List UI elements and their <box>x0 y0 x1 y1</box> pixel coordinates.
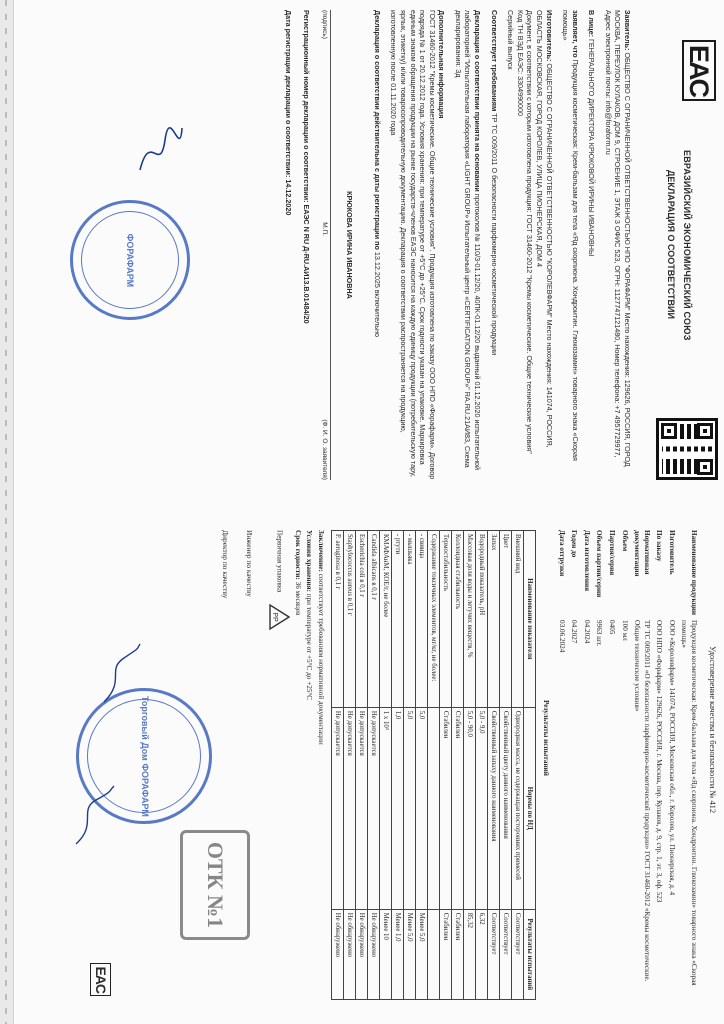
table-cell: Не обнаружено <box>368 909 380 999</box>
fio-caption: (Ф. И. О. заявителя) <box>320 419 328 480</box>
storage-text: при температуре от +5°С до +25°С <box>305 593 314 701</box>
document-text: Документ, в соответствии с которым изготовлена продукция: ГОСТ 31460-2012 "Кремы косметические. Общие технические условия" <box>525 10 535 454</box>
results-header-cell: Наименование показателя <box>524 531 536 708</box>
table-row <box>464 531 476 1000</box>
maker-block: Изготовитель: ОБЩЕСТВО С ОГРАНИЧЕННОЙ ОТВЕТСТВЕННОСТЬЮ "КОРОЛЕВФАРМ" Место нахождения: 141074, РОССИЯ, ОБЛАСТЬ МОСКОВСКАЯ, ГОРОД КОРОЛЕВ, УЛИЦА ПИОНЕРСКАЯ, ДОМ 4 Документ, в соответствии с которым изготовлена продукция: ГОСТ 31460-2012 "Кремы косметические. Общие технические условия" Код ТН ВЭД ЕАЭС: 3304990000 Серийный выпуск <box>506 10 554 454</box>
certificate-row-value: 03.06.2024 <box>557 620 566 653</box>
table-cell: Свойственный запаху данного наименования <box>488 707 500 909</box>
table-cell: Цвет <box>500 531 512 708</box>
conforms-block: Соответствует требованиям ТР ТС 009/2011 О безопасности парфюмерно-косметической продукции <box>489 10 499 356</box>
applicant-block: Заявитель: ОБЩЕСТВО С ОГРАНИЧЕННОЙ ОТВЕТСТВЕННОСТЬЮ НПО "ФОРАФАРМ" Место нахождения: 129626, РОССИЯ, ГОРОД МОСКВА, ПЕРЕУЛОК КУЛАКОВ, ДОМ 9, СТРОЕНИЕ 1, ЭТАЖ 3 ОФИС 523, ОГРН: 1127747121480, Номер телефона: +7 4957729977, Адрес электронной почты: info@foraform.ru <box>603 10 632 467</box>
declaration-body <box>284 10 632 480</box>
table-cell: P. aeruginosa в 0,1 г <box>331 531 343 708</box>
table-cell: Менее 5,0 <box>416 909 428 999</box>
signature-area <box>284 10 354 480</box>
person-text: ГЕНЕРАЛЬНОГО ДИРЕКТОРА КРЮКОВОЙ ИРИНЫ ИВАНОВНЫ <box>587 38 597 257</box>
company-seal-declaration <box>70 200 190 320</box>
otk-text: ОТК №1 <box>203 841 229 929</box>
table-cell: 6,32 <box>476 909 488 999</box>
table-row <box>512 531 524 1000</box>
table-cell: Не допускается <box>343 707 355 909</box>
certificate-row <box>606 530 616 1000</box>
certificate-row-value: 04.2027 <box>570 620 579 644</box>
certificate-row-value: ТР ТС 009/2011 «О безопасности парфюмерно-косметической продукции» ГОСТ 31460-2012 «Кремы косметические. Общие технические условия» <box>633 620 651 982</box>
declaration-header <box>632 0 722 500</box>
table-cell: Свойственный цвету данного наименования <box>500 707 512 909</box>
certificate-row <box>594 530 604 1000</box>
package-code: PP <box>271 612 279 622</box>
results-table-body <box>331 531 524 1000</box>
table-cell: КМАФАнМ, КОЕ/г, не более <box>380 531 392 708</box>
certificate-row-value: ООО «Королевфарм» 141074, РОССИЯ, Московская обл., г. Королев, ул. Пионерская, д. 4 <box>667 620 676 896</box>
certificate-row <box>666 530 676 1000</box>
basis-block: Декларация о соответствии принята на основании протоколов № 110/3-01.12/20, 40ПК-01.12/20 выданный 01.12.2020 испытательной лабораторией "Испытательная лаборатория «LIGHT GROUP» Испытательный центр «CERTIFICATION GROUP»" RA.RU.21AИ83, Схема декларирования: 3д <box>453 10 483 471</box>
certificate-row-key: Дата изготовления <box>582 530 591 592</box>
table-cell: Не допускается <box>356 707 368 909</box>
validity-block: Декларация о соответствии действительна с даты регистрации по 13.12.2025 включительно <box>372 10 382 337</box>
conforms-text: ТР ТС 009/2011 О безопасности парфюмерно-косметической продукции <box>489 113 499 356</box>
table-row <box>428 531 440 1000</box>
claims-block: заявляет, что Продукция косметическая: Крем-бальзам для тела «Яд скорпиона. Хондроитин. Глюкозамин» товарного знака «Скорая помощь» <box>561 10 580 461</box>
table-cell: Однородная масса, не содержащая посторонних примесей <box>512 707 524 909</box>
table-row <box>392 531 404 1000</box>
table-cell: 85,32 <box>464 909 476 999</box>
otk-stamp <box>180 830 250 940</box>
table-cell: Содержание токсичных элементов, мг/кг, не более: <box>428 531 440 708</box>
table-cell: Staphylococcus aureus в 0,1 г <box>343 531 355 708</box>
table-cell: Запах <box>488 531 500 708</box>
certificate-row <box>569 530 579 1000</box>
table-cell: Не обнаружено <box>343 909 355 999</box>
table-cell: Менее 5,0 <box>404 909 416 999</box>
table-row <box>416 531 428 1000</box>
table-cell: Не допускается <box>368 707 380 909</box>
certificate-row-key: По заказу <box>655 530 664 562</box>
certificate-row-value: ООО НПО «Форафарм» 129626, РОССИЯ, г. Москва, пер. Кулаков, д. 9, стр. 1, эт. 3, оф. 523 <box>655 620 664 903</box>
person-block: В лице: ГЕНЕРАЛЬНОГО ДИРЕКТОРА КРЮКОВОЙ ИРИНЫ ИВАНОВНЫ <box>587 10 597 257</box>
table-cell: Стабилен <box>452 909 464 999</box>
certificate-row-key: Партия/серия <box>607 530 616 576</box>
reg-date: 14.12.2020 <box>284 179 294 216</box>
table-row <box>488 531 500 1000</box>
table-cell: Термостабильность <box>440 531 452 708</box>
seal-text-a: ФОРАФАРМ <box>125 233 136 287</box>
certificate-row-value: 04.2024 <box>582 620 591 644</box>
reg-number: ЕАЭС N RU Д-RU.АИ13.В.01484/20 <box>302 204 312 324</box>
certificate-row <box>619 530 629 1000</box>
applicant-text: ОБЩЕСТВО С ОГРАНИЧЕННОЙ ОТВЕТСТВЕННОСТЬЮ НПО "ФОРАФАРМ" Место нахождения: 129626, РОССИЯ, ГОРОД МОСКВА, ПЕРЕУЛОК КУЛАКОВ, ДОМ 9, СТРОЕНИЕ 1, ЭТАЖ 3 ОФИС 523, ОГРН: 1127747121480, Номер телефона: +7 4957729977, Адрес электронной почты: info@foraform.ru <box>603 10 632 467</box>
conclusion-text: соответствует требованиям нормативной документации <box>316 573 325 745</box>
table-cell: Водородный показатель, pH <box>476 531 488 708</box>
table-row <box>404 531 416 1000</box>
extra-block: Дополнительная информация ГОСТ 31460-2012 "Кремы косметические. Общие технические условия". Продукция изготовлена по заказу ООО НПО «Форафарм». Договор подряда № 1 от 20.12.2012 года. Условия хранения: при температуре от +5°С до +25°С. Срок годности указан на упаковке. Маркировка единым знаком обращения продукции на рынке государств-членов ЕАЭС наносится на каждую единицу продукции (потребительскую тару, ярлык, этикетку) и/или товаросопроводительную документацию. Декларация о соответствии распространяется на продукцию, изготовленную после 01.11.2020 года <box>389 10 447 480</box>
reg-number-line: Регистрационный номер декларации о соответствии: ЕАЭС N RU Д-RU.АИ13.В.01484/20 <box>302 10 312 324</box>
table-cell: 5,0 <box>416 707 428 909</box>
table-row <box>356 531 368 1000</box>
signature-scribble-engineer <box>96 640 146 710</box>
certificate-row <box>679 530 698 1000</box>
certificate-row-value: Продукция косметическая: Крем-бальзам для тела «Яд скорпиона. Хондроитин. Глюкозамин» товарного знака «Скорая помощь» <box>680 620 698 986</box>
table-cell: Соответствует <box>512 909 524 999</box>
package-label: Первичная упаковка <box>275 530 284 593</box>
table-cell: - свинца <box>416 531 428 708</box>
results-header-cell: Нормы по НД <box>524 707 536 909</box>
table-cell: Коллоидная стабильность <box>452 531 464 708</box>
table-row <box>331 531 343 1000</box>
certificate-row-key: Нормативная документация <box>633 530 651 577</box>
table-cell: Соответствует <box>488 909 500 999</box>
certificate-row <box>581 530 591 1000</box>
certificate-row <box>632 530 651 1000</box>
sign-caption: (подпись) <box>320 10 328 39</box>
certificate-row <box>556 530 566 1000</box>
certificate-footer: Заключение: соответствует требованиям нормативной документации Условия хранения: при температуре от +5°С до +25°С Срок годности: 36 месяцев Первичная упаковка PP <box>268 530 325 1000</box>
table-cell: - мышьяка <box>404 531 416 708</box>
signer-name: КРЮКОВА ИРИНА ИВАНОВНА <box>345 191 355 299</box>
valid-to-text: 13.12.2025 включительно <box>372 251 382 337</box>
table-cell: Стабилен <box>440 909 452 999</box>
table-row <box>452 531 464 1000</box>
results-table <box>331 530 537 1000</box>
reg-date-line: Дата регистрации декларации о соответствии: 14.12.2020 <box>284 10 294 216</box>
table-cell: Менее 10 <box>380 909 392 999</box>
results-title: Результаты испытаний <box>542 700 551 776</box>
certificate-rows <box>556 530 698 1000</box>
table-cell: 1,0 <box>392 707 404 909</box>
certificate-row-value: 0405 <box>607 620 616 635</box>
table-cell: 5,0 - 90,0 <box>464 707 476 909</box>
union-title: ЕВРАЗИЙСКИЙ ЭКОНОМИЧЕСКИЙ СОЮЗ <box>682 150 692 341</box>
table-cell: Менее 1,0 <box>392 909 404 999</box>
qr-code-icon <box>656 418 718 480</box>
extra-text: ГОСТ 31460-2012 "Кремы косметические. Общие технические условия". Продукция изготовлена по заказу ООО НПО «Форафарм». Договор подряда № 1 от 20.12.2012 года. Условия хранения: при температуре от +5°С до +25°С. Срок годности указан на упаковке. Маркировка единым знаком обращения продукции на рынке государств-членов ЕАЭС наносится на каждую единицу продукции (потребительскую тару, ярлык, этикетку) и/или товаросопроводительную документацию. Декларация о соответствии распространяется на продукцию, изготовленную после 01.11.2020 года <box>389 10 437 480</box>
table-row <box>343 531 355 1000</box>
certificate-row-key: Изготовитель <box>667 530 676 575</box>
table-cell: Стабилен <box>452 707 464 909</box>
table-cell: Соответствует <box>500 909 512 999</box>
code-text: Код ТН ВЭД ЕАЭС: 3304990000 <box>515 10 525 117</box>
table-cell: Стабилен <box>440 707 452 909</box>
certificate-title: Удостоверение качества и безопасности № 412 <box>708 646 717 814</box>
signer-quality-director: Директор по качеству <box>221 530 231 599</box>
eac-logo: EAC <box>682 40 716 101</box>
table-cell: 5,0 <box>404 707 416 909</box>
table-row <box>368 531 380 1000</box>
table-cell: Не допускается <box>331 707 343 909</box>
table-cell <box>428 707 440 909</box>
recycle-icon <box>268 602 290 632</box>
results-table-header <box>524 531 536 1000</box>
table-cell: Внешний вид <box>512 531 524 708</box>
eac-small-logo: EAC <box>90 963 111 996</box>
certificate-row-key: Объем <box>620 530 629 552</box>
table-cell: 1 x 10³ <box>380 707 392 909</box>
mp-caption: М.П. <box>320 222 328 236</box>
table-row <box>500 531 512 1000</box>
declaration-title: ДЕКЛАРАЦИЯ О СООТВЕТСТВИИ <box>666 170 676 319</box>
certificate-row-key: Объем партии/серии <box>595 530 604 598</box>
certificate-row-key: Наименование продукции <box>690 530 698 616</box>
certificate-grid <box>207 530 698 1000</box>
certificate-row <box>654 530 664 1000</box>
table-row <box>476 531 488 1000</box>
certificate-row-value: 9963 шт. <box>595 620 604 647</box>
maker-text: ОБЩЕСТВО С ОГРАНИЧЕННОЙ ОТВЕТСТВЕННОСТЬЮ "КОРОЛЕВФАРМ" Место нахождения: 141074, РОССИЯ, ОБЛАСТЬ МОСКОВСКАЯ, ГОРОД КОРОЛЕВ, УЛИЦА ПИОНЕРСКАЯ, ДОМ 4 <box>534 10 554 448</box>
table-cell <box>428 909 440 999</box>
table-row <box>440 531 452 1000</box>
signature-scribble-director <box>70 780 120 850</box>
basis-text: протоколов № 110/3-01.12/20, 40ПК-01.12/20 выданный 01.12.2020 испытательной лабораторией "Испытательная лаборатория «LIGHT GROUP» Испытательный центр «CERTIFICATION GROUP»" RA.RU.21AИ83, Схема декларирования: 3д <box>453 10 483 471</box>
shelf-text: 36 месяцев <box>293 581 302 616</box>
table-cell: - ртути <box>392 531 404 708</box>
seal-text-b: Торговый Дом ФОРАФАРМ <box>139 695 150 817</box>
certificate-row-key: Дата отгрузки <box>557 530 566 577</box>
serial-text: Серийный выпуск <box>506 10 516 70</box>
table-cell: 5,0 - 9,0 <box>476 707 488 909</box>
table-cell: Candida albicans в 0,1 г <box>368 531 380 708</box>
table-cell: Не обнаружено <box>331 909 343 999</box>
certificate-row-value: 100 мл <box>620 620 629 641</box>
table-cell: Массовая доля воды и летучих веществ, % <box>464 531 476 708</box>
signer-quality-engineer: Инженер по качеству <box>245 530 255 597</box>
table-cell: Escherichia coli в 0,1 г <box>356 531 368 708</box>
table-row <box>380 531 392 1000</box>
table-cell: Не обнаружено <box>356 909 368 999</box>
claims-text: Продукция косметическая: Крем-бальзам для тела «Яд скорпиона. Хондроитин. Глюкозамин» товарного знака «Скорая помощь» <box>561 10 580 461</box>
signature-scribble-declaration <box>130 120 190 180</box>
certificate-row-key: Годен до <box>570 530 579 558</box>
results-header-cell: Результаты испытаний <box>524 909 536 999</box>
